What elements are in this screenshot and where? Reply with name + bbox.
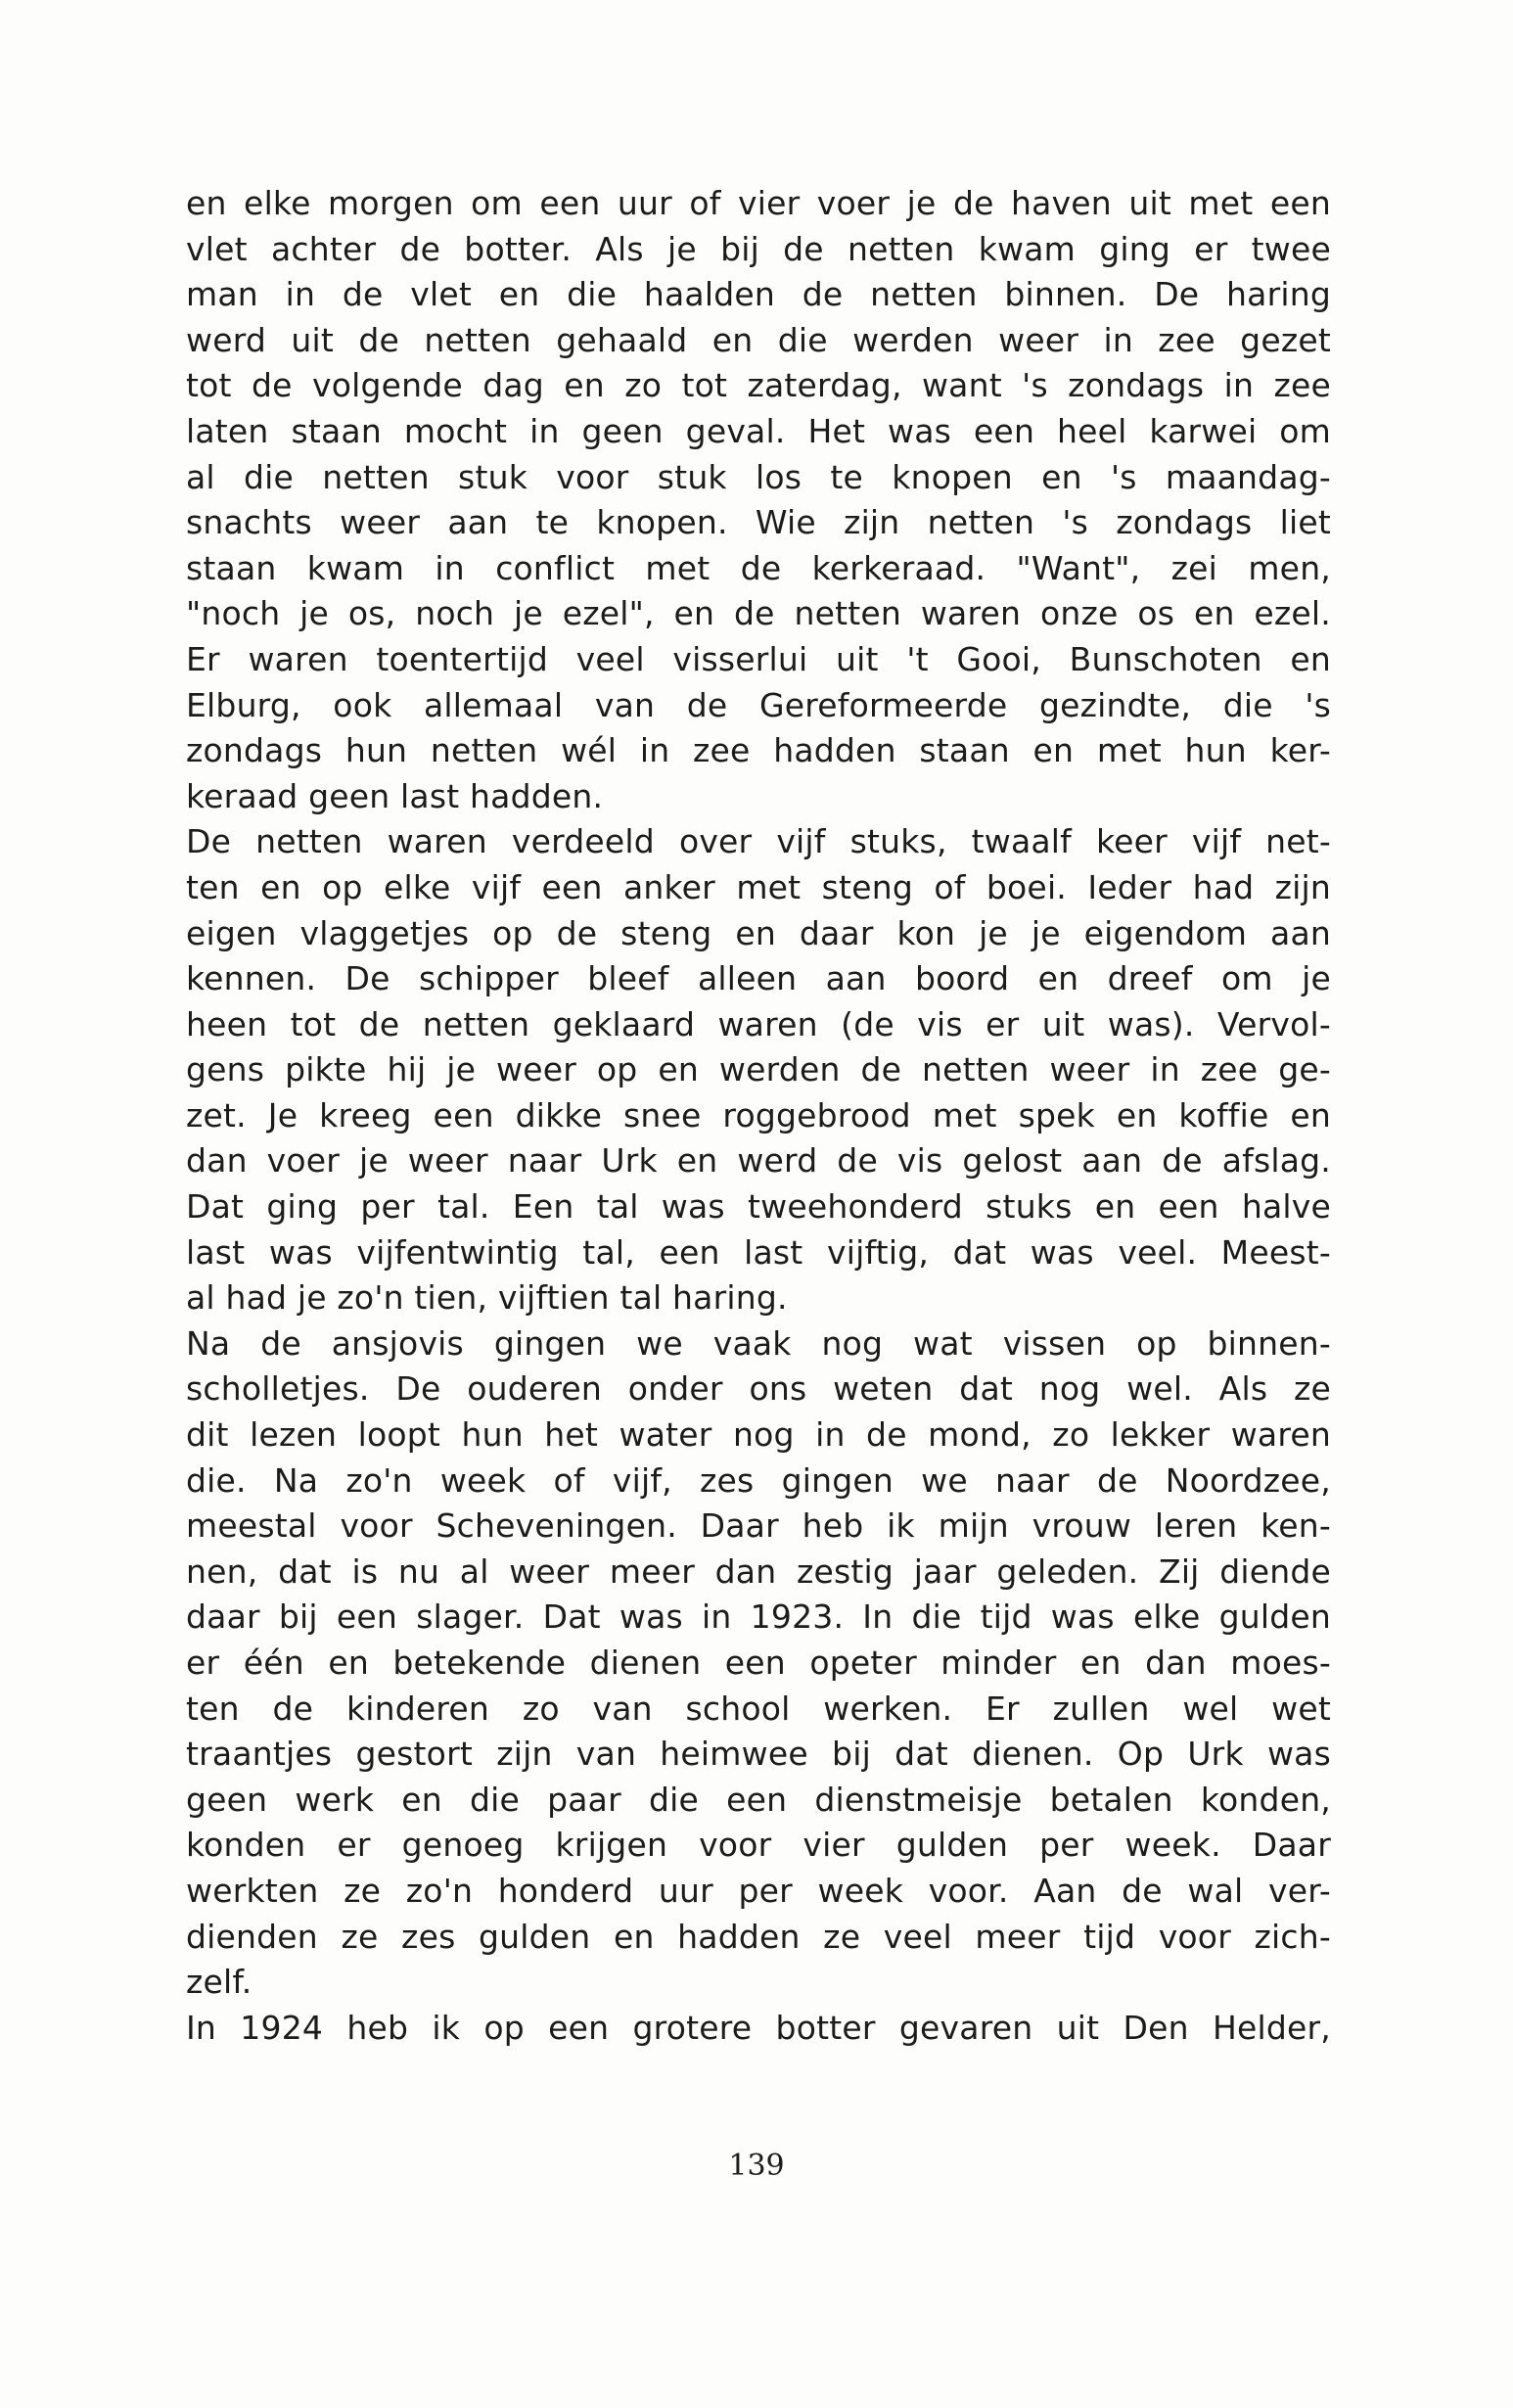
text-line: ten en op elke vijf een anker met steng of boei. Ieder had zijn bbox=[186, 867, 1331, 906]
text-line: zet. Je kreeg een dikke snee roggebrood met spek en koffie en bbox=[186, 1095, 1331, 1135]
text-line: Na de ansjovis gingen we vaak nog wat vissen op binnen- bbox=[186, 1323, 1331, 1363]
body-text bbox=[186, 181, 1331, 2051]
text-line: dit lezen loopt hun het water nog in de mond, zo lekker waren bbox=[186, 1415, 1331, 1455]
text-line: geen werk en die paar die een dienstmeisje betalen konden, bbox=[186, 1780, 1331, 1819]
text-line: staan kwam in conflict met de kerkeraad. "Want", zei men, bbox=[186, 548, 1331, 587]
text-line: scholletjes. De ouderen onder ons weten dat nog wel. Als ze bbox=[186, 1369, 1331, 1409]
text-line: gens pikte hij je weer op en werden de netten weer in zee ge- bbox=[186, 1050, 1331, 1089]
text-line: al had je zo'n tien, vijftien tal haring. bbox=[186, 1278, 788, 1318]
text-line: dan voer je weer naar Urk en werd de vis gelost aan de afslag. bbox=[186, 1141, 1331, 1181]
text-line: man in de vlet en die haalden de netten binnen. De haring bbox=[186, 275, 1331, 314]
text-line: traantjes gestort zijn van heimwee bij dat dienen. Op Urk was bbox=[186, 1735, 1331, 1774]
text-line: en elke morgen om een uur of vier voer je de haven uit met een bbox=[186, 184, 1331, 222]
text-line: "noch je os, noch je ezel", en de netten waren onze os en ezel. bbox=[186, 594, 1331, 633]
text-line: er één en betekende dienen een opeter minder en dan moes- bbox=[186, 1644, 1331, 1682]
text-line: konden er genoeg krijgen voor vier gulden per week. Daar bbox=[186, 1826, 1331, 1865]
text-line: kennen. De schipper bleef alleen aan boord en dreef om je bbox=[186, 959, 1331, 998]
text-line: Dat ging per tal. Een tal was tweehonderd stuks en een halve bbox=[186, 1187, 1331, 1227]
text-line: zondags hun netten wél in zee hadden staan en met hun ker- bbox=[186, 731, 1331, 770]
text-line: meestal voor Scheveningen. Daar heb ik mijn vrouw leren ken- bbox=[186, 1506, 1331, 1546]
text-line: snachts weer aan te knopen. Wie zijn netten 's zondags liet bbox=[186, 503, 1331, 542]
text-line: laten staan mocht in geen geval. Het was een heel karwei om bbox=[186, 411, 1331, 450]
text-line: werkten ze zo'n honderd uur per week voor. Aan de wal ver- bbox=[186, 1871, 1331, 1910]
text-line: die. Na zo'n week of vijf, zes gingen we naar de Noordzee, bbox=[186, 1460, 1331, 1500]
text-line: In 1924 heb ik op een grotere botter gevaren uit Den Helder, bbox=[186, 2008, 1331, 2047]
text-line: De netten waren verdeeld over vijf stuks, twaalf keer vijf net- bbox=[186, 822, 1331, 861]
text-line: werd uit de netten gehaald en die werden weer in zee gezet bbox=[186, 320, 1331, 359]
text-line: vlet achter de botter. Als je bij de netten kwam ging er twee bbox=[186, 229, 1331, 268]
text-line: daar bij een slager. Dat was in 1923. In die tijd was elke gulden bbox=[186, 1598, 1331, 1637]
text-line: keraad geen last hadden. bbox=[186, 776, 604, 815]
text-line: nen, dat is nu al weer meer dan zestig jaar geleden. Zij diende bbox=[186, 1551, 1331, 1591]
text-line: last was vijfentwintig tal, een last vijftig, dat was veel. Meest- bbox=[186, 1232, 1331, 1272]
text-line: eigen vlaggetjes op de steng en daar kon je je eigendom aan bbox=[186, 913, 1331, 952]
text-line: ten de kinderen zo van school werken. Er zullen wel wet bbox=[186, 1689, 1331, 1728]
text-line: heen tot de netten geklaard waren (de vis er uit was). Vervol- bbox=[186, 1004, 1331, 1043]
page-number: 139 bbox=[728, 2149, 785, 2183]
text-line: al die netten stuk voor stuk los te knopen en 's maandag- bbox=[186, 457, 1331, 496]
text-line: tot de volgende dag en zo tot zaterdag, want 's zondags in zee bbox=[186, 366, 1331, 405]
text-line: Elburg, ook allemaal van de Gereformeerde gezindte, die 's bbox=[186, 685, 1331, 724]
text-line: Er waren toentertijd veel visserlui uit 't Gooi, Bunschoten en bbox=[186, 639, 1331, 678]
text-line: zelf. bbox=[186, 1963, 252, 2002]
text-line: dienden ze zes gulden en hadden ze veel meer tijd voor zich- bbox=[186, 1917, 1331, 1956]
